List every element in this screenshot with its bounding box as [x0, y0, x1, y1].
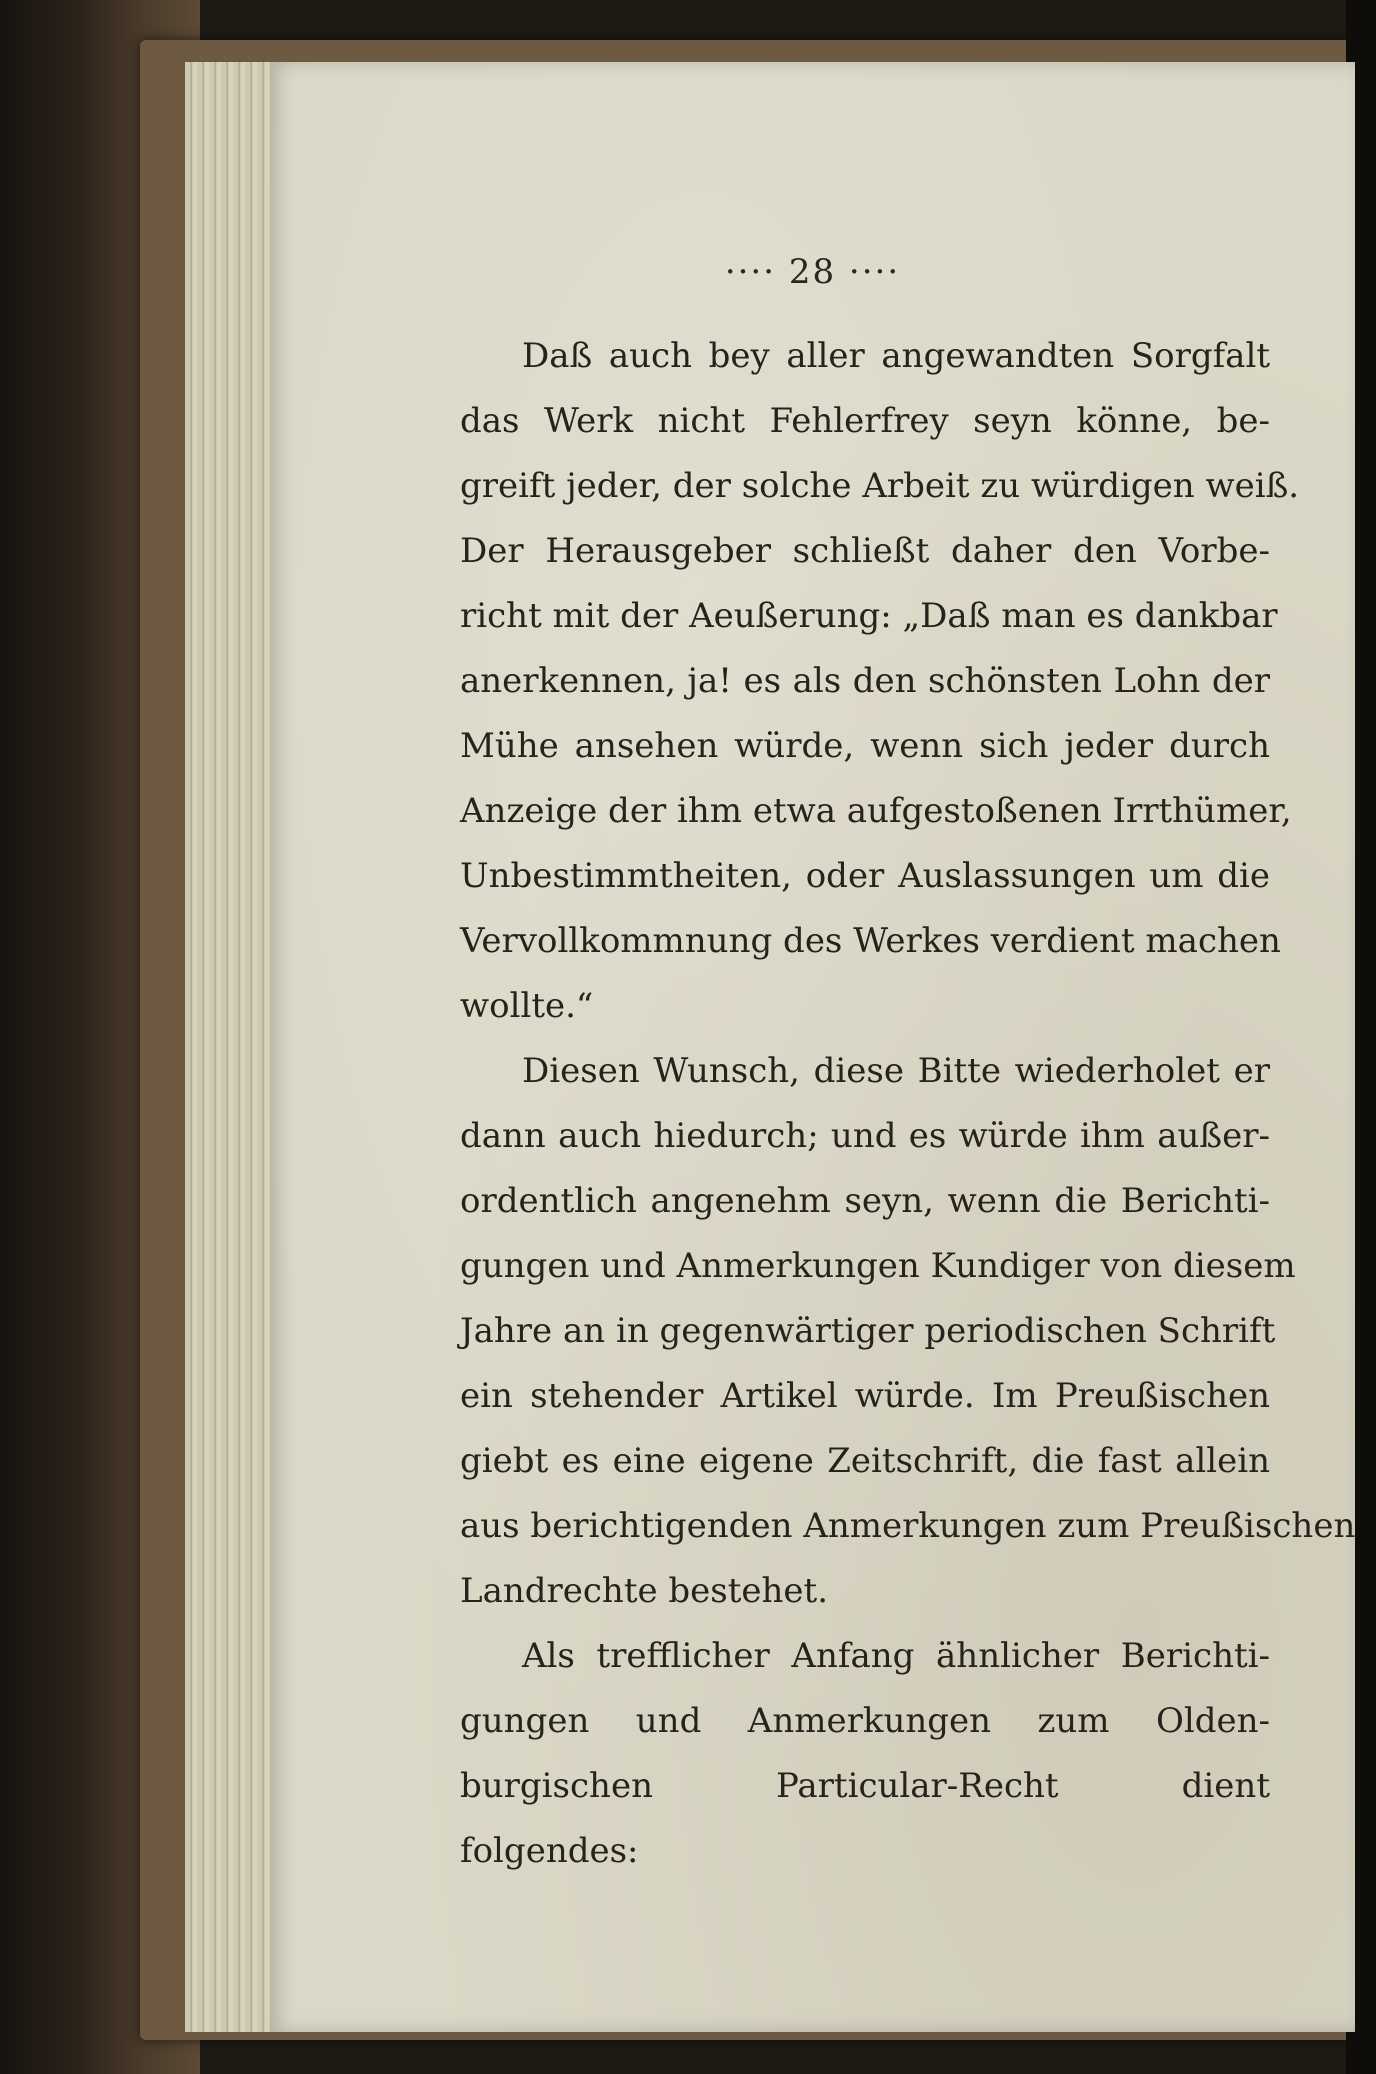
page-stack-edges [185, 62, 277, 2032]
text-line: Der Herausgeber schließt daher den Vorbe- [460, 531, 1270, 571]
page-number-value: 28 [788, 252, 837, 292]
text-line: ordentlich angenehm seyn, wenn die Berichti- [460, 1181, 1270, 1221]
text-line: ein stehender Artikel würde. Im Preußischen [460, 1376, 1270, 1416]
text-line: dann auch hiedurch; und es würde ihm außer- [460, 1116, 1270, 1156]
text-line: wollte.“ [460, 986, 594, 1026]
text-line: das Werk nicht Fehlerfrey seyn könne, be- [460, 401, 1270, 441]
paragraph-3 [460, 1624, 1270, 1884]
text-line: Vervollkommnung des Werkes verdient machen [460, 921, 1281, 961]
text-line: anerkennen, ja! es als den schönsten Lohn der [460, 661, 1270, 701]
page-number-dots-left: ···· [724, 252, 789, 292]
text-line: greift jeder, der solche Arbeit zu würdigen weiß. [460, 466, 1300, 506]
text-line: Landrechte bestehet. [460, 1571, 829, 1611]
text-line: Anzeige der ihm etwa aufgestoßenen Irrthümer, [460, 791, 1292, 831]
book-page [270, 62, 1355, 2032]
text-line: burgischen Particular-Recht dient [460, 1766, 1270, 1806]
page-number-dots-right: ···· [836, 252, 901, 292]
text-line: Mühe ansehen würde, wenn sich jeder durch [460, 726, 1270, 766]
text-line: giebt es eine eigene Zeitschrift, die fast allein [460, 1441, 1270, 1481]
paragraph-2 [460, 1039, 1356, 1624]
page-number [270, 252, 1355, 292]
body-text [460, 324, 1356, 1884]
text-line: folgendes: [460, 1831, 639, 1871]
text-line: Jahre an in gegenwärtiger periodischen Schrift [460, 1311, 1276, 1351]
text-line: gungen und Anmerkungen Kundiger von diesem [460, 1246, 1296, 1286]
paragraph-1 [460, 324, 1300, 1039]
text-line: Unbestimmtheiten, oder Auslassungen um die [460, 856, 1270, 896]
text-line: richt mit der Aeußerung: „Daß man es dankbar [460, 596, 1278, 636]
text-line: Als trefflicher Anfang ähnlicher Berichti- [522, 1636, 1270, 1676]
text-line: gungen und Anmerkungen zum Olden- [460, 1701, 1270, 1741]
text-line: Diesen Wunsch, diese Bitte wiederholet er [522, 1051, 1270, 1091]
text-line: Daß auch bey aller angewandten Sorgfalt [522, 336, 1270, 376]
text-line: aus berichtigenden Anmerkungen zum Preußischen [460, 1506, 1356, 1546]
